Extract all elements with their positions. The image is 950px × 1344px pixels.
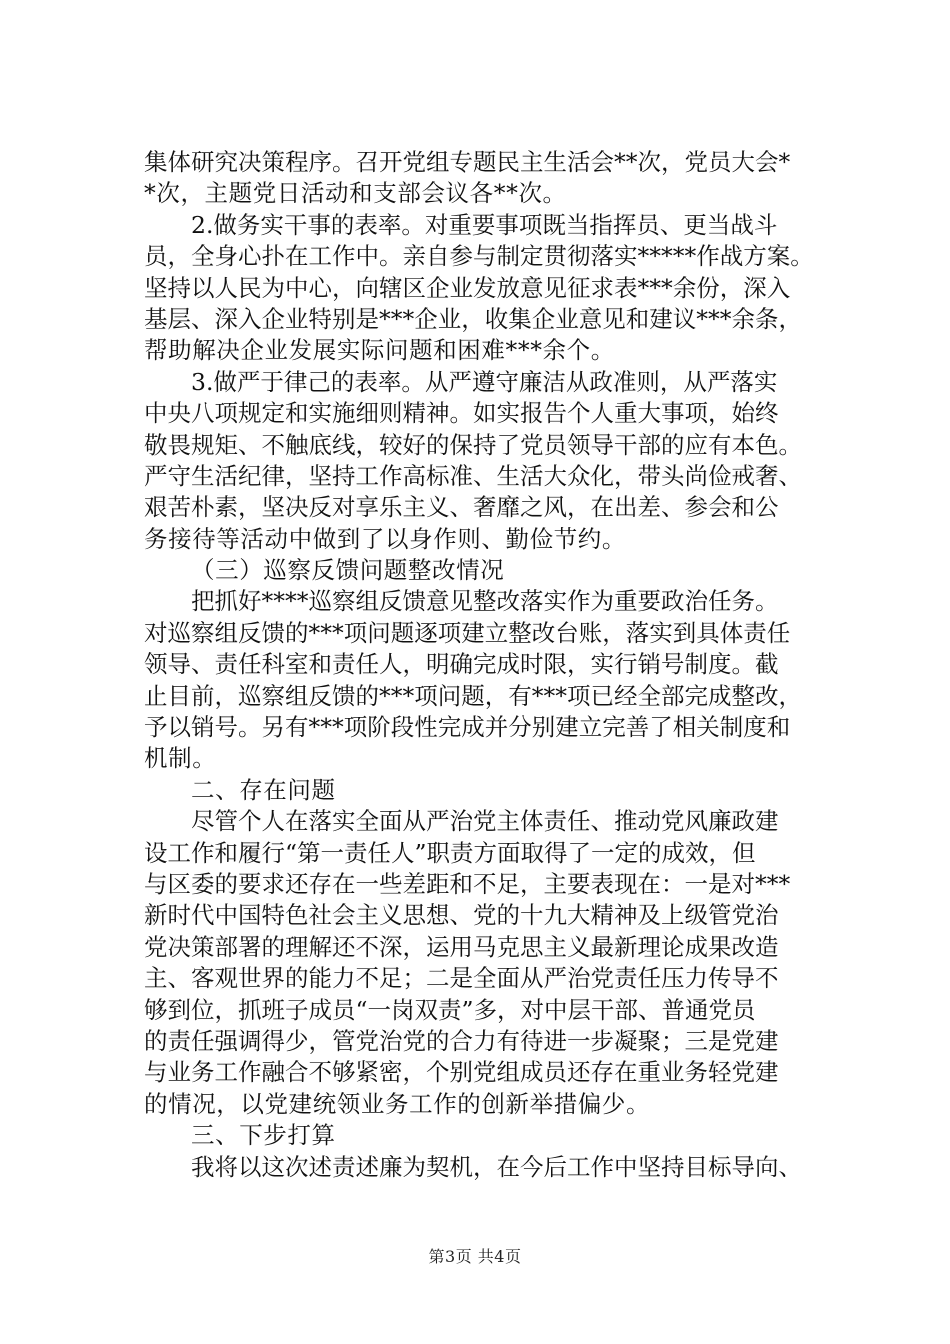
text-line: 集体研究决策程序。召开党组专题民主生活会**次，党员大会* xyxy=(144,148,791,176)
text-line: 尽管个人在落实全面从严治党主体责任、推动党风廉政建 xyxy=(191,807,779,836)
text-line: 党决策部署的理解还不深，运用马克思主义最新理论成果改造 xyxy=(144,932,779,961)
text-line: 的情况，以党建统领业务工作的创新举措偏少。 xyxy=(144,1089,651,1118)
text-line: 帮助解决企业发展实际问题和困难***余个。 xyxy=(144,336,615,365)
text-line: 敬畏规矩、不触底线，较好的保持了党员领导干部的应有本色。 xyxy=(144,430,802,459)
text-line: *次，主题党日活动和支部会议各**次。 xyxy=(144,179,567,208)
text-line: 基层、深入企业特别是***企业，收集企业意见和建议***余条， xyxy=(144,304,802,333)
text-line: 与区委的要求还存在一些差距和不足，主要表现在：一是对*** xyxy=(144,869,791,898)
text-line: 3.做严于律己的表率。从严遵守廉洁从政准则，从严落实 xyxy=(191,367,778,396)
text-line: 主、客观世界的能力不足；二是全面从严治党责任压力传导不 xyxy=(144,964,779,993)
page-number-footer: 第3页 共4页 xyxy=(428,1247,522,1266)
document-body xyxy=(144,147,850,1183)
text-line: 予以销号。另有***项阶段性完成并分别建立完善了相关制度和 xyxy=(144,713,791,742)
text-line: 艰苦朴素，坚决反对享乐主义、奢靡之风，在出差、参会和公 xyxy=(144,493,779,522)
text-line: 2.做务实干事的表率。对重要事项既当指挥员、更当战斗 xyxy=(191,210,778,239)
text-line: 新时代中国特色社会主义思想、党的十九大精神及上级管党治 xyxy=(144,901,779,930)
text-line: 坚持以人民为中心，向辖区企业发放意见征求表***余份，深入 xyxy=(144,273,791,302)
section-heading: （三）巡察反馈问题整改情况 xyxy=(191,556,505,585)
text-line: 领导、责任科室和责任人，明确完成时限，实行销号制度。截 xyxy=(144,650,779,679)
text-line: 止目前，巡察组反馈的***项问题，有***项已经全部完成整改， xyxy=(144,681,802,710)
text-line: 设工作和履行“第一责任人”职责方面取得了一定的成效，但 xyxy=(144,838,756,867)
text-line: 我将以这次述责述廉为契机，在今后工作中坚持目标导向、 xyxy=(191,1152,802,1181)
text-line: 够到位，抓班子成员“一岗双责”多，对中层干部、普通党员 xyxy=(144,995,756,1024)
text-line: 对巡察组反馈的***项问题逐项建立整改台账，落实到具体责任 xyxy=(144,618,791,647)
text-line: 机制。 xyxy=(144,744,217,773)
text-line: 务接待等活动中做到了以身作则、勤俭节约。 xyxy=(144,524,626,553)
text-line: 严守生活纪律，坚持工作高标准、生活大众化，带头尚俭戒奢、 xyxy=(144,461,802,490)
text-line: 与业务工作融合不够紧密，个别党组成员还存在重业务轻党建 xyxy=(144,1058,779,1087)
text-line: 员，全身心扑在工作中。亲自参与制定贯彻落实*****作战方案。 xyxy=(144,242,814,271)
text-line: 把抓好****巡察组反馈意见整改落实作为重要政治任务。 xyxy=(191,587,779,616)
text-line: 的责任强调得少，管党治党的合力有待进一步凝聚；三是党建 xyxy=(144,1026,779,1055)
section-heading: 三、下步打算 xyxy=(191,1121,336,1150)
text-line: 中央八项规定和实施细则精神。如实报告个人重大事项，始终 xyxy=(144,399,779,428)
section-heading: 二、存在问题 xyxy=(191,775,336,804)
